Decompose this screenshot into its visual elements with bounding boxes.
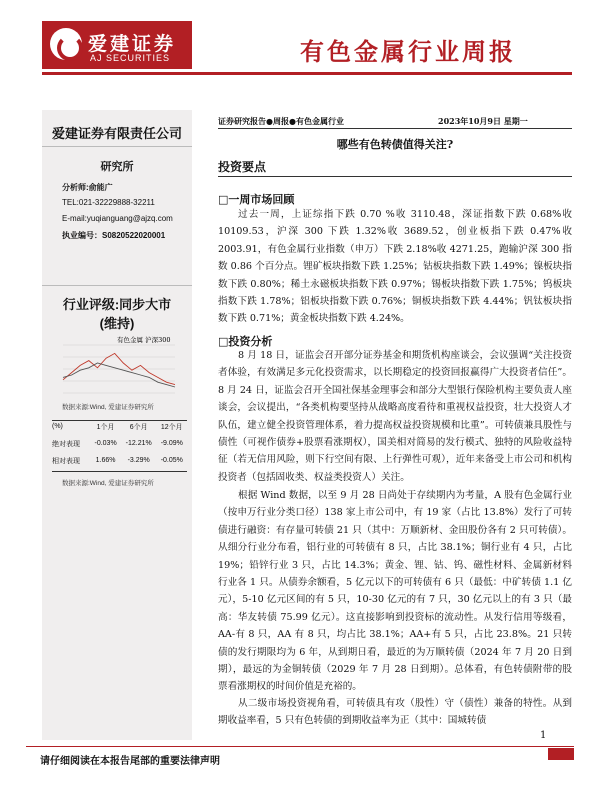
analyst-cert-number: 执业编号：S0820522020001 <box>62 231 166 240</box>
table-cell: -3.29% <box>127 457 150 464</box>
performance-table <box>52 418 187 469</box>
table-row <box>52 452 187 469</box>
report-series-title: 有色金属行业周报 <box>300 37 516 66</box>
weekly-review-text: 过去一周，上证综指下跌 0.70 %收 3110.48，深证指数下跌 0.68%收 10109.53，沪深 300 下跌 1.32%收 3689.52，创业板指下跌 0.47%收 2003.91，有色金属行业指数（申万）下跌 2.18%收 4271.25，跑输沪深 300 指数 0.86 个百分点。锂矿板块指数下跌 1.25%；钴板块指数下跌 1.49%；镍板块指数下跌 0.80%；稀土永磁板块指数下跌 0.97%；锡板块指数下跌 1.75%；钨板块指数下跌 1.78%；铝板块指数下跌 0.76%；铜板块指数下跌 4.44%；钒钛板块指数下跌 0.71%；黄金板块指数下跌 4.24%。 <box>218 209 572 325</box>
department-name: 研究所 <box>100 160 134 173</box>
rating-label: 行业评级:同步大市 <box>62 297 172 312</box>
table-header-cell: 6个月 <box>129 423 148 431</box>
brand-name-en: AJ SECURITIES <box>90 53 171 63</box>
key-points-divider <box>218 176 572 177</box>
table-cell: -0.03% <box>94 440 117 447</box>
analyst-email[interactable]: E-mail:yuqianguang@ajzq.com <box>62 214 173 223</box>
industry-rating <box>42 295 192 333</box>
analysis-paragraph-3: 从二级市场投资视角看，可转债具有攻（股性）守（债性）兼备的特性。从到期收益率看，5 只有色转债的到期收益率为正（其中：国城转债 <box>218 698 572 727</box>
report-title: 哪些有色转债值得关注? <box>336 138 454 151</box>
chart-source: 数据来源:Wind, 爱建证券研究所 <box>62 404 154 411</box>
table-header-cell: 1个月 <box>96 423 115 431</box>
table-cell: -12.21% <box>125 440 152 447</box>
table-row <box>52 435 187 452</box>
legal-notice[interactable]: 请仔细阅读在本报告尾部的重要法律声明 <box>40 756 220 767</box>
analyst-phone: TEL:021-32229888-32211 <box>62 198 155 207</box>
table-cell: 相对表现 <box>52 457 80 465</box>
chart-legend: 有色金属 沪深300 <box>117 336 171 344</box>
footer-accent <box>548 748 574 760</box>
table-cell: -0.05% <box>160 457 183 464</box>
table-cell: -9.09% <box>160 440 183 447</box>
brand-name-cn: 爱建证券 <box>88 33 177 55</box>
analysis-heading: □投资分析 <box>218 335 273 348</box>
table-bottom-rule <box>52 471 187 472</box>
table-source: 数据来源:Wind, 爱建证券研究所 <box>62 480 154 487</box>
footer-divider <box>26 746 574 747</box>
page-number: 1 <box>540 730 547 741</box>
sidebar-divider <box>42 146 192 147</box>
header-divider <box>42 72 572 75</box>
meta-divider <box>218 128 572 129</box>
report-date: 2023年10月9日 星期一 <box>438 116 528 126</box>
table-cell: 绝对表现 <box>52 440 80 448</box>
chart-series-line <box>63 363 175 387</box>
report-category: 证券研究报告●周报●有色金属行业 <box>218 116 344 126</box>
key-points-heading: 投资要点 <box>218 160 267 174</box>
chart-lines <box>63 353 175 387</box>
analysis-paragraph-1: 8 月 18 日，证监会召开部分证券基金和期货机构座谈会，会议强调“关注投资者体验，有效满足多元化投资需求，以长期稳定的投资回报赢得广大投资者信任”。8 月 24 日，证监会召开全国社保基金理事会和部分大型银行保险机构主要负责人座谈会，会议提出，“各类机构要坚持从战略高度看待和重视权益投资，壮大投资人才队伍，建立健全投资管理体系，着力提高权益投资规模和比重”。可转债兼具股性与债性（可视作债券+股票看涨期权），国美相对简易的发行模式、独特的风险收益特征（若无信用风险，则下行空间有限、上行弹性可观），近年来备受上市公司和机构投资者（包括固收类、权益类投资人）关注。 <box>218 350 572 483</box>
weekly-review-heading: □一周市场回顾 <box>218 193 295 206</box>
company-name: 爱建证券有限责任公司 <box>51 127 182 142</box>
analyst-name: 分析师:俞能广 <box>62 183 113 192</box>
sidebar-divider <box>42 285 192 286</box>
analysis-paragraph-2: 根据 Wind 数据，以至 9 月 28 日尚处于存续期内为考量，A 股有色金属行业（按申万行业分类口径）138 家上市公司中，有 19 家（占比 13.8%）发行了可转债进行融资：有存量可转债 21 只（其中：万顺新材、金田股份各有 2 只可转债）。从细分行业分布看，铝行业的可转债有 8 只，占比 38.1%；铜行业有 4 只，占比 19%；铅锌行业 3 只，占比 14.3%；黄金、锂、钴、钨、磁性材料、金属新材料行业各 1 只。从债券余额看，5 亿元以下的可转债有 6 只（最低：中矿转债 1.1 亿元），5-10 亿元区间的有 5 只，10-30 亿元的有 7 只，30 亿元以上的有 3 只（最高：华友转债 75.99 亿元）。这直接影响到投资标的流动性。从发行信用等级看，AA-有 8 只，AA 有 8 只，均占比 38.1%；AA+有 5 只，占比 23.8%。21 只转债的发行期限均为 6 年，从到期日看，最近的为万顺转债（2024 年 7 月 20 日到期），最远的为金铜转债（2029 年 7 月 28 日到期）。总体看，有色转债附带的股票看涨期权的时间价值是充裕的。 <box>218 490 572 693</box>
table-header-cell: 12个月 <box>160 423 183 431</box>
table-top-rule <box>52 420 187 421</box>
rating-maintain: (维持) <box>99 316 135 331</box>
performance-chart <box>55 335 180 397</box>
table-cell: 1.66% <box>95 457 116 464</box>
brand-logo-icon <box>50 28 82 60</box>
table-header-cell: (%) <box>52 423 63 430</box>
